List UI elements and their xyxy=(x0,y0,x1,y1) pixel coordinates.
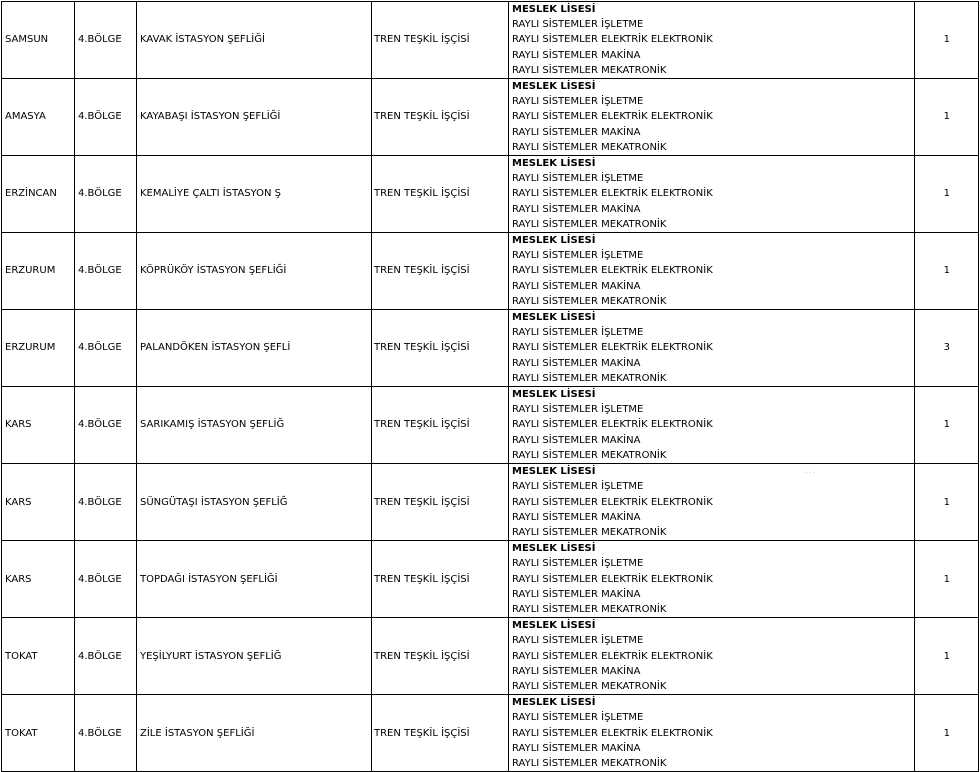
education-cell xyxy=(509,387,915,464)
region-cell: 4.BÖLGE xyxy=(75,79,137,156)
education-cell xyxy=(509,541,915,618)
count-cell: 1 xyxy=(915,695,979,772)
education-program: RAYLI SİSTEMLER ELEKTRİK ELEKTRONİK xyxy=(512,342,713,354)
job-title-cell: TREN TEŞKİL İŞÇİSİ xyxy=(372,233,509,310)
table-row xyxy=(2,233,979,310)
education-program: RAYLI SİSTEMLER İŞLETME xyxy=(512,481,644,493)
station-cell: SARIKAMIŞ İSTASYON ŞEFLİĞ xyxy=(137,387,372,464)
education-program: RAYLI SİSTEMLER ELEKTRİK ELEKTRONİK xyxy=(512,419,713,431)
table-body xyxy=(2,2,979,772)
job-title-cell: TREN TEŞKİL İŞÇİSİ xyxy=(372,2,509,79)
station-cell: KÖPRÜKÖY İSTASYON ŞEFLİĞİ xyxy=(137,233,372,310)
education-program: RAYLI SİSTEMLER İŞLETME xyxy=(512,404,644,416)
region-cell: 4.BÖLGE xyxy=(75,233,137,310)
city-cell: ERZURUM xyxy=(2,310,75,387)
faint-dots-mark: ... xyxy=(805,466,817,476)
table-row xyxy=(2,79,979,156)
station-cell: TOPDAĞI İSTASYON ŞEFLİĞİ xyxy=(137,541,372,618)
education-program: RAYLI SİSTEMLER MEKATRONİK xyxy=(512,64,667,76)
education-program: RAYLI SİSTEMLER ELEKTRİK ELEKTRONİK xyxy=(512,34,713,46)
education-program: RAYLI SİSTEMLER MAKİNA xyxy=(512,588,641,600)
education-program: RAYLI SİSTEMLER ELEKTRİK ELEKTRONİK xyxy=(512,111,713,123)
station-cell: KAVAK İSTASYON ŞEFLİĞİ xyxy=(137,2,372,79)
education-program: RAYLI SİSTEMLER MEKATRONİK xyxy=(512,295,667,307)
table-row xyxy=(2,541,979,618)
education-cell xyxy=(509,233,915,310)
education-header: MESLEK LİSESİ xyxy=(512,620,596,632)
education-cell xyxy=(509,618,915,695)
job-title-cell: TREN TEŞKİL İŞÇİSİ xyxy=(372,79,509,156)
education-program: RAYLI SİSTEMLER ELEKTRİK ELEKTRONİK xyxy=(512,188,713,200)
education-cell xyxy=(509,2,915,79)
education-program: RAYLI SİSTEMLER ELEKTRİK ELEKTRONİK xyxy=(512,265,713,277)
region-cell: 4.BÖLGE xyxy=(75,310,137,387)
education-program: RAYLI SİSTEMLER MEKATRONİK xyxy=(512,218,667,230)
city-cell: TOKAT xyxy=(2,695,75,772)
job-title-cell: TREN TEŞKİL İŞÇİSİ xyxy=(372,156,509,233)
count-cell: 1 xyxy=(915,541,979,618)
education-program: RAYLI SİSTEMLER MAKİNA xyxy=(512,126,641,138)
education-program: RAYLI SİSTEMLER MAKİNA xyxy=(512,742,641,754)
education-cell xyxy=(509,156,915,233)
station-cell: PALANDÖKEN İSTASYON ŞEFLİ xyxy=(137,310,372,387)
education-program: RAYLI SİSTEMLER İŞLETME xyxy=(512,635,644,647)
table-row xyxy=(2,695,979,772)
education-cell xyxy=(509,695,915,772)
education-program: RAYLI SİSTEMLER MEKATRONİK xyxy=(512,141,667,153)
region-cell: 4.BÖLGE xyxy=(75,2,137,79)
station-cell: KAYABAŞI İSTASYON ŞEFLİĞİ xyxy=(137,79,372,156)
station-cell: KEMALİYE ÇALTI İSTASYON Ş xyxy=(137,156,372,233)
region-cell: 4.BÖLGE xyxy=(75,618,137,695)
job-title-cell: TREN TEŞKİL İŞÇİSİ xyxy=(372,310,509,387)
region-cell: 4.BÖLGE xyxy=(75,695,137,772)
city-cell: KARS xyxy=(2,387,75,464)
education-program: RAYLI SİSTEMLER MEKATRONİK xyxy=(512,372,667,384)
city-cell: AMASYA xyxy=(2,79,75,156)
education-header: MESLEK LİSESİ xyxy=(512,158,596,170)
education-program: RAYLI SİSTEMLER ELEKTRİK ELEKTRONİK xyxy=(512,650,713,662)
education-program: RAYLI SİSTEMLER ELEKTRİK ELEKTRONİK xyxy=(512,573,713,585)
education-cell xyxy=(509,79,915,156)
education-program: RAYLI SİSTEMLER MAKİNA xyxy=(512,434,641,446)
count-cell: 1 xyxy=(915,464,979,541)
city-cell: KARS xyxy=(2,464,75,541)
education-program: RAYLI SİSTEMLER MEKATRONİK xyxy=(512,680,667,692)
region-cell: 4.BÖLGE xyxy=(75,464,137,541)
station-cell: SÜNGÜTAŞI İSTASYON ŞEFLİĞ xyxy=(137,464,372,541)
education-program: RAYLI SİSTEMLER MAKİNA xyxy=(512,357,641,369)
education-program: RAYLI SİSTEMLER MAKİNA xyxy=(512,511,641,523)
count-cell: 1 xyxy=(915,618,979,695)
education-program: RAYLI SİSTEMLER İŞLETME xyxy=(512,173,644,185)
count-cell: 3 xyxy=(915,310,979,387)
education-program: RAYLI SİSTEMLER İŞLETME xyxy=(512,712,644,724)
education-program: RAYLI SİSTEMLER MEKATRONİK xyxy=(512,449,667,461)
education-header: MESLEK LİSESİ xyxy=(512,466,596,478)
education-header: MESLEK LİSESİ xyxy=(512,235,596,247)
table-row xyxy=(2,387,979,464)
count-cell: 1 xyxy=(915,387,979,464)
job-title-cell: TREN TEŞKİL İŞÇİSİ xyxy=(372,464,509,541)
job-title-cell: TREN TEŞKİL İŞÇİSİ xyxy=(372,618,509,695)
city-cell: KARS xyxy=(2,541,75,618)
job-title-cell: TREN TEŞKİL İŞÇİSİ xyxy=(372,695,509,772)
table-row xyxy=(2,310,979,387)
education-header: MESLEK LİSESİ xyxy=(512,543,596,555)
education-program: RAYLI SİSTEMLER MAKİNA xyxy=(512,203,641,215)
education-program: RAYLI SİSTEMLER ELEKTRİK ELEKTRONİK xyxy=(512,727,713,739)
education-program: RAYLI SİSTEMLER MEKATRONİK xyxy=(512,757,667,769)
positions-table xyxy=(1,1,979,772)
education-header: MESLEK LİSESİ xyxy=(512,389,596,401)
region-cell: 4.BÖLGE xyxy=(75,156,137,233)
education-cell xyxy=(509,464,915,541)
count-cell: 1 xyxy=(915,156,979,233)
city-cell: ERZURUM xyxy=(2,233,75,310)
table-row xyxy=(2,464,979,541)
education-program: RAYLI SİSTEMLER İŞLETME xyxy=(512,558,644,570)
count-cell: 1 xyxy=(915,2,979,79)
city-cell: TOKAT xyxy=(2,618,75,695)
education-program: RAYLI SİSTEMLER İŞLETME xyxy=(512,250,644,262)
education-program: RAYLI SİSTEMLER MEKATRONİK xyxy=(512,526,667,538)
count-cell: 1 xyxy=(915,79,979,156)
table-row xyxy=(2,618,979,695)
region-cell: 4.BÖLGE xyxy=(75,387,137,464)
education-header: MESLEK LİSESİ xyxy=(512,81,596,93)
city-cell: SAMSUN xyxy=(2,2,75,79)
education-program: RAYLI SİSTEMLER MAKİNA xyxy=(512,280,641,292)
education-program: RAYLI SİSTEMLER İŞLETME xyxy=(512,96,644,108)
education-header: MESLEK LİSESİ xyxy=(512,697,596,709)
count-cell: 1 xyxy=(915,233,979,310)
education-program: RAYLI SİSTEMLER MEKATRONİK xyxy=(512,603,667,615)
education-cell xyxy=(509,310,915,387)
education-program: RAYLI SİSTEMLER MAKİNA xyxy=(512,665,641,677)
region-cell: 4.BÖLGE xyxy=(75,541,137,618)
job-title-cell: TREN TEŞKİL İŞÇİSİ xyxy=(372,387,509,464)
education-program: RAYLI SİSTEMLER İŞLETME xyxy=(512,327,644,339)
education-program: RAYLI SİSTEMLER İŞLETME xyxy=(512,19,644,31)
education-program: RAYLI SİSTEMLER ELEKTRİK ELEKTRONİK xyxy=(512,496,713,508)
station-cell: YEŞİLYURT İSTASYON ŞEFLİĞ xyxy=(137,618,372,695)
job-title-cell: TREN TEŞKİL İŞÇİSİ xyxy=(372,541,509,618)
education-program: RAYLI SİSTEMLER MAKİNA xyxy=(512,49,641,61)
city-cell: ERZİNCAN xyxy=(2,156,75,233)
table-row xyxy=(2,2,979,79)
education-header: MESLEK LİSESİ xyxy=(512,312,596,324)
table-row xyxy=(2,156,979,233)
education-header: MESLEK LİSESİ xyxy=(512,4,596,15)
station-cell: ZİLE İSTASYON ŞEFLİĞİ xyxy=(137,695,372,772)
